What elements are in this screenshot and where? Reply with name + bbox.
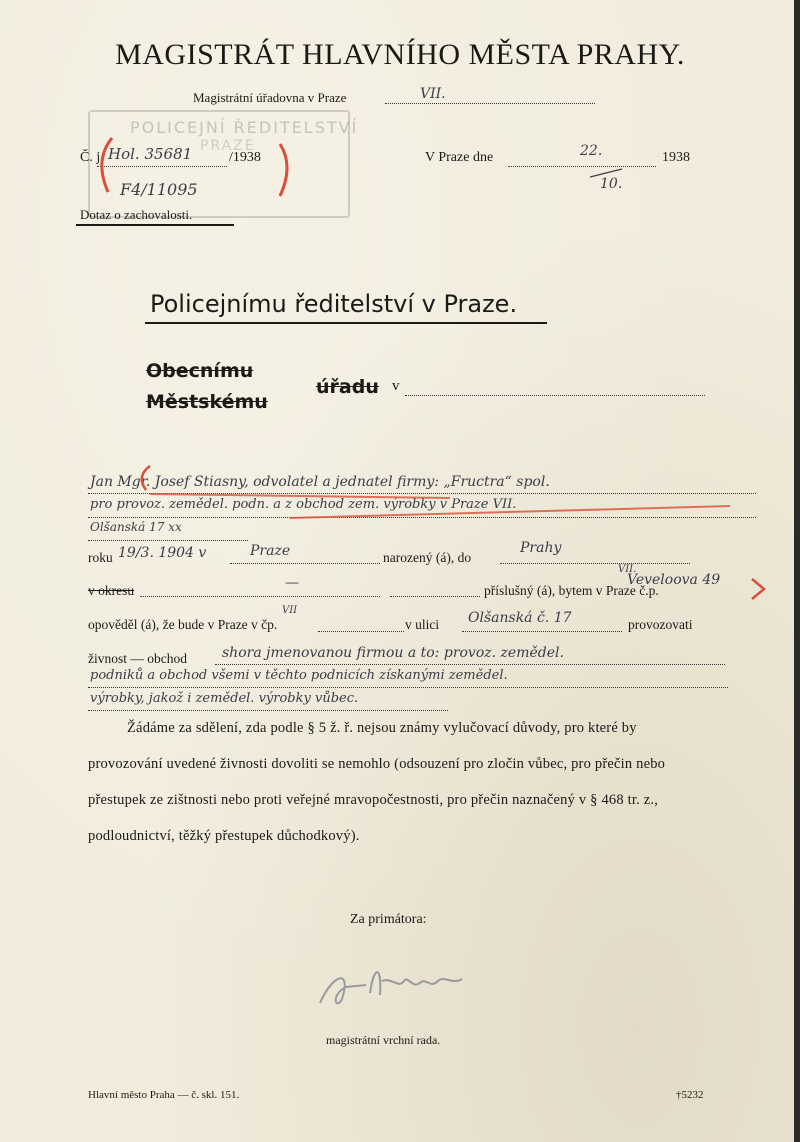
struck-city: Městskému [146, 391, 268, 413]
document-title: MAGISTRÁT HLAVNÍHO MĚSTA PRAHY. [115, 38, 685, 71]
born-label: narozený (á), do [383, 550, 472, 565]
resident-address: Veveloova 49 [627, 572, 721, 588]
request-line-3: přestupek ze zištnosti nebo proti veřejné mravopočestnosti, pro přečin naznačený v § 468 tr. z., [88, 792, 659, 808]
request-line-1: Žádáme za sdělení, zda podle § 5 ž. ř. nejsou známy vylučovací důvody, pro které by [127, 720, 637, 736]
signature-image [312, 955, 482, 1015]
trade-line-1-text: shora jmenovanou firmou a to: provoz. zemědel. [222, 645, 564, 661]
date-line [508, 166, 656, 167]
trade-line-2 [88, 687, 728, 688]
stamp-text: POLICEJNÍ ŘEDITELSTVÍ [130, 118, 359, 137]
stamp-text-2: PRAZE [200, 138, 256, 154]
declared-district: VII [282, 605, 298, 616]
ref-year: /1938 [229, 150, 261, 165]
for-mayor-label: Za primátora: [350, 912, 427, 927]
ref-value: Hol. 35681 [108, 145, 193, 163]
district-dash: — [285, 575, 299, 591]
red-underlines [90, 460, 770, 540]
declared-label: opověděl (á), že bude v Praze v čp. [88, 617, 278, 632]
district-line-2 [390, 596, 480, 597]
office-field-line [385, 103, 595, 104]
date-day: 22. [580, 143, 603, 159]
date-year: 1938 [662, 150, 690, 165]
scan-edge [794, 0, 800, 1142]
ref-subnumber: F4/11095 [120, 180, 198, 199]
street-line [462, 631, 622, 632]
operate-label: provozovati [628, 617, 693, 632]
red-pencil-brackets [80, 130, 310, 210]
struck-municipal: Obecnímu [146, 360, 254, 382]
inquiry-underline [76, 224, 234, 226]
footer-right: †5232 [676, 1089, 704, 1101]
office-label: Magistrátní úřadovna v Praze [193, 90, 347, 105]
struck-office: úřadu [316, 376, 379, 398]
line-3 [88, 540, 248, 541]
red-arrow-mark [748, 575, 770, 605]
request-line-2: provozování uvedené živnosti dovoliti se nemohlo (odsouzení pro zločin vůbec, pro přečin nebo [88, 756, 666, 772]
resident-district-num: VII. [618, 564, 637, 575]
resident-label: příslušný (á), bytem v Praze č.p. [484, 583, 659, 598]
trade-line-1 [215, 664, 725, 665]
signatory-title: magistrátní vrchní rada. [326, 1033, 441, 1047]
street-label: v ulici [405, 617, 440, 632]
date-month-stroke [588, 165, 628, 179]
declared-line [318, 631, 404, 632]
date-month: 10. [600, 176, 623, 192]
trade-line-2-text: podniků a obchod všemi v těchto podnicích získanými zemědel. [90, 668, 508, 683]
inquiry-label: Dotaz o zachovalosti. [80, 207, 193, 222]
office-line [405, 395, 705, 396]
born-place-line [230, 563, 380, 564]
born-district-line [500, 563, 690, 564]
addressee-underline [145, 322, 547, 324]
born-date: 19/3. 1904 v [118, 545, 207, 561]
ref-label: Č. j. [80, 150, 104, 165]
applicant-line-1: Jan Mgr. Josef Stiasny, odvolatel a jednatel firmy: „Fructra“ spol. [90, 474, 550, 490]
office-field-value: VII. [420, 86, 446, 102]
request-line-4: podloudnictví, těžký přestupek důchodkový). [88, 828, 360, 844]
office-v: v [392, 378, 400, 394]
applicant-line-2: pro provoz. zemědel. podn. a z obchod zem. výrobky v Praze VII. [90, 497, 517, 512]
footer-left: Hlavní město Praha — č. skl. 151. [88, 1089, 240, 1101]
applicant-line-3: Olšanská 17 xx [90, 520, 182, 534]
trade-label: živnost — obchod [88, 651, 187, 666]
born-place: Praze [250, 543, 291, 559]
date-label: V Praze dne [425, 150, 494, 165]
trade-line-3 [88, 710, 448, 711]
born-district: Prahy [520, 540, 562, 556]
district-line [140, 596, 380, 597]
district-label: v okresu [88, 583, 135, 598]
addressee: Policejnímu ředitelství v Praze. [150, 290, 518, 318]
street-value: Olšanská č. 17 [468, 610, 572, 626]
born-year-label: roku [88, 550, 113, 565]
trade-line-3-text: výrobky, jakož i zemědel. výrobky vůbec. [90, 691, 359, 706]
